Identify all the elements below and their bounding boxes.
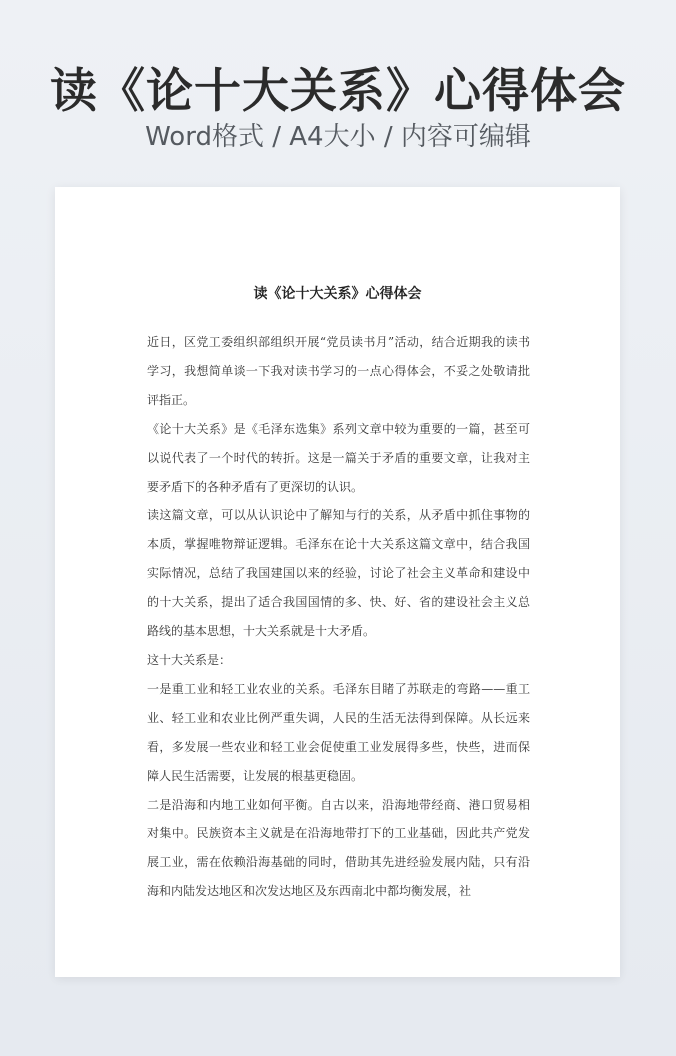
document-page: [55, 187, 620, 977]
paragraph: 一是重工业和轻工业农业的关系。毛泽东目睹了苏联走的弯路——重工业、轻工业和农业比例严重失调，人民的生活无法得到保障。从长远来看，多发展一些农业和轻工业会促使重工业发展得多些，快些，进而保障人民生活需要，让发展的根基更稳固。: [147, 681, 530, 783]
banner-title: 读《论十大关系》心得体会: [50, 64, 626, 119]
paragraph: 二是沿海和内地工业如何平衡。自古以来，沿海地带经商、港口贸易相对集中。民族资本主义就是在沿海地带打下的工业基础，因此共产党发展工业，需在依赖沿海基础的同时，借助其先进经验发展内陆，只有沿海和内陆发达地区和次发达地区及东西南北中都均衡发展，社: [147, 797, 530, 899]
banner-subtitle: Word格式 / A4大小 / 内容可编辑: [145, 122, 531, 152]
paragraph: 近日，区党工委组织部组织开展“党员读书月”活动，结合近期我的读书学习，我想简单谈一下我对读书学习的一点心得体会，不妥之处敬请批评指正。: [147, 335, 530, 407]
paragraph: 读这篇文章，可以从认识论中了解知与行的关系，从矛盾中抓住事物的本质，掌握唯物辩证逻辑。毛泽东在论十大关系这篇文章中，结合我国实际情况，总结了我国建国以来的经验，讨论了社会主义革命和建设中的十大关系，提出了适合我国国情的多、快、好、省的建设社会主义总路线的基本思想，十大关系就是十大矛盾。: [147, 508, 530, 639]
document-title: 读《论十大关系》心得体会: [253, 286, 422, 302]
document-body: [147, 328, 530, 906]
paragraph: 这十大关系是：: [147, 652, 232, 667]
paragraph: 《论十大关系》是《毛泽东选集》系列文章中较为重要的一篇，甚至可以说代表了一个时代的转折。这是一篇关于矛盾的重要文章，让我对主要矛盾下的各种矛盾有了更深切的认识。: [147, 421, 530, 494]
